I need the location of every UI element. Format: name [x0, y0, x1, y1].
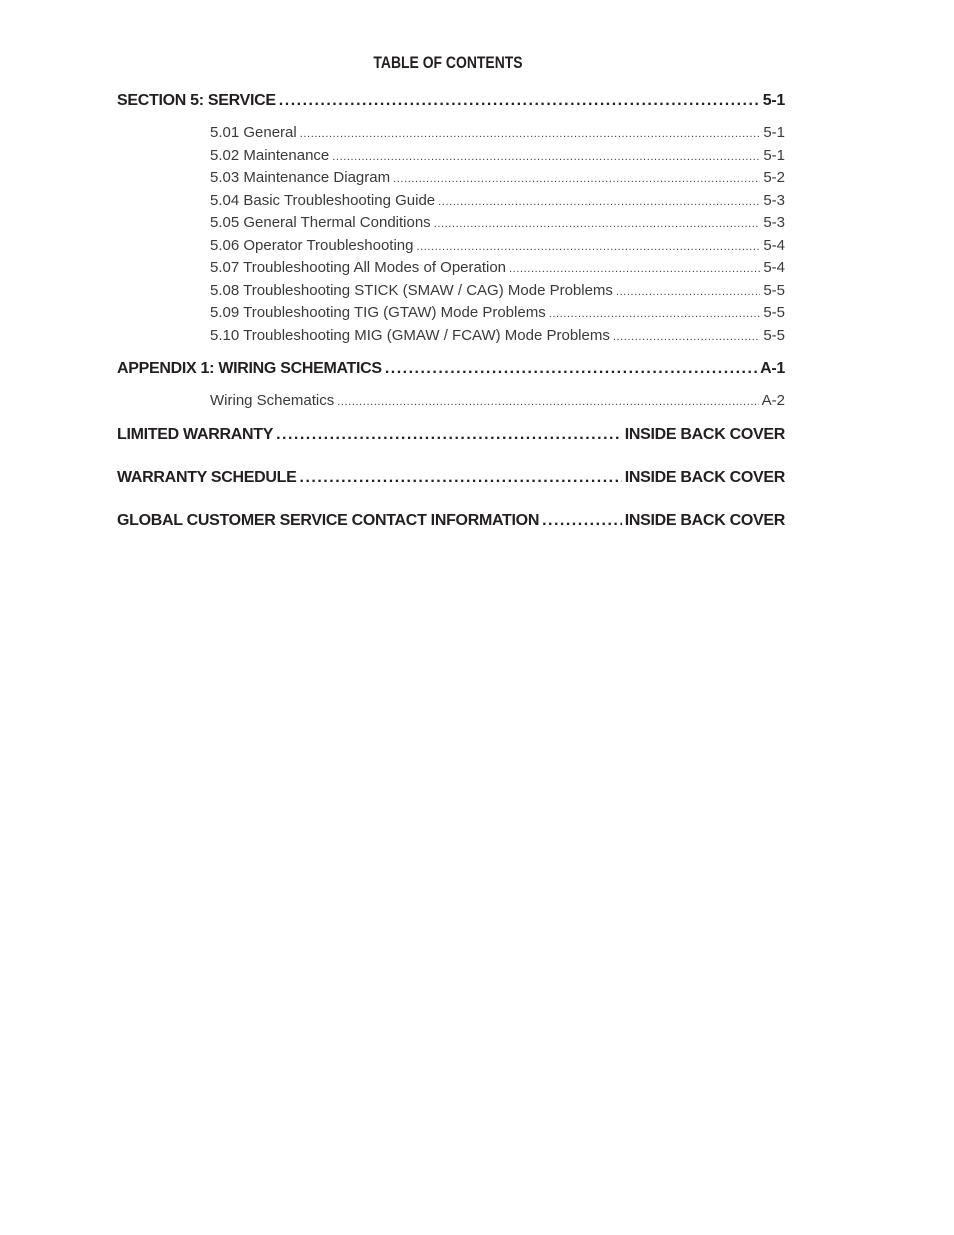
dot-leader: [416, 237, 760, 254]
toc-entry-label: 5.08 Troubleshooting STICK (SMAW / CAG) Mode Problems: [210, 282, 613, 299]
toc-entry-label: APPENDIX 1: WIRING SCHEMATICS: [117, 360, 382, 377]
toc-entry-page: 5-5: [763, 282, 785, 299]
toc-entry-label: SECTION 5: SERVICE: [117, 92, 276, 109]
toc-entry-customer-service-contact[interactable]: [117, 512, 785, 532]
toc-entry-5-01[interactable]: [210, 124, 785, 143]
toc-entry-5-07[interactable]: [210, 259, 785, 278]
toc-entry-page: INSIDE BACK COVER: [624, 512, 785, 529]
dot-leader: [549, 304, 761, 321]
toc-entry-label: 5.07 Troubleshooting All Modes of Operation: [210, 259, 507, 276]
toc-entry-page: INSIDE BACK COVER: [624, 469, 785, 486]
toc-entry-page: 5-1: [763, 147, 785, 164]
toc-entry-label: 5.04 Basic Troubleshooting Guide: [210, 192, 436, 209]
toc-entry-5-06[interactable]: [210, 237, 785, 256]
toc-entry-page: 5-4: [763, 237, 785, 254]
toc-entry-page: 5-3: [763, 214, 785, 231]
dot-leader: [279, 92, 760, 110]
dot-leader: [300, 124, 761, 141]
toc-entry-page: A-2: [761, 392, 785, 409]
toc-entry-wiring-schematics[interactable]: [210, 392, 785, 411]
toc-entry-appendix-1[interactable]: [117, 360, 785, 380]
dot-leader: [385, 360, 757, 378]
toc-entry-label: 5.01 General: [210, 124, 297, 141]
toc-entry-warranty-schedule[interactable]: [117, 469, 785, 489]
dot-leader: [337, 392, 758, 409]
toc-entry-page: 5-1: [763, 124, 785, 141]
toc-entry-page: INSIDE BACK COVER: [624, 426, 785, 443]
toc-entry-label: Wiring Schematics: [210, 392, 335, 409]
dot-leader: [542, 512, 622, 530]
dot-leader: [434, 214, 761, 231]
toc-entry-5-03[interactable]: [210, 169, 785, 188]
toc-entry-5-10[interactable]: [210, 327, 785, 346]
dot-leader: [613, 327, 760, 344]
toc-entry-section-5[interactable]: [117, 92, 785, 112]
toc-entry-label: GLOBAL CUSTOMER SERVICE CONTACT INFORMATION: [117, 512, 540, 529]
toc-entry-label: 5.05 General Thermal Conditions: [210, 214, 431, 231]
toc-entry-page: 5-3: [763, 192, 785, 209]
toc-entry-label: 5.09 Troubleshooting TIG (GTAW) Mode Problems: [210, 304, 546, 321]
dot-leader: [509, 259, 760, 276]
dot-leader: [438, 192, 760, 209]
dot-leader: [616, 282, 760, 299]
toc-entry-5-04[interactable]: [210, 192, 785, 211]
toc-entry-page: 5-1: [762, 92, 785, 109]
toc-entry-label: 5.10 Troubleshooting MIG (GMAW / FCAW) Mode Problems: [210, 327, 610, 344]
toc-entry-page: 5-2: [763, 169, 785, 186]
toc-entry-label: 5.06 Operator Troubleshooting: [210, 237, 414, 254]
toc-entry-label: LIMITED WARRANTY: [117, 426, 274, 443]
toc-entry-page: 5-5: [763, 327, 785, 344]
dot-leader: [332, 147, 760, 164]
toc-entry-page: A-1: [760, 360, 785, 377]
toc-entry-label: 5.03 Maintenance Diagram: [210, 169, 391, 186]
dot-leader: [300, 469, 622, 487]
page-title: TABLE OF CONTENTS: [373, 53, 523, 72]
toc-entry-5-05[interactable]: [210, 214, 785, 233]
dot-leader: [393, 169, 760, 186]
dot-leader: [276, 426, 622, 444]
toc-entry-label: WARRANTY SCHEDULE: [117, 469, 297, 486]
toc-entry-5-08[interactable]: [210, 282, 785, 301]
toc-entry-5-02[interactable]: [210, 147, 785, 166]
toc-entry-page: 5-4: [763, 259, 785, 276]
toc-entry-page: 5-5: [763, 304, 785, 321]
toc-entry-5-09[interactable]: [210, 304, 785, 323]
toc-entry-label: 5.02 Maintenance: [210, 147, 330, 164]
toc-entry-limited-warranty[interactable]: [117, 426, 785, 446]
